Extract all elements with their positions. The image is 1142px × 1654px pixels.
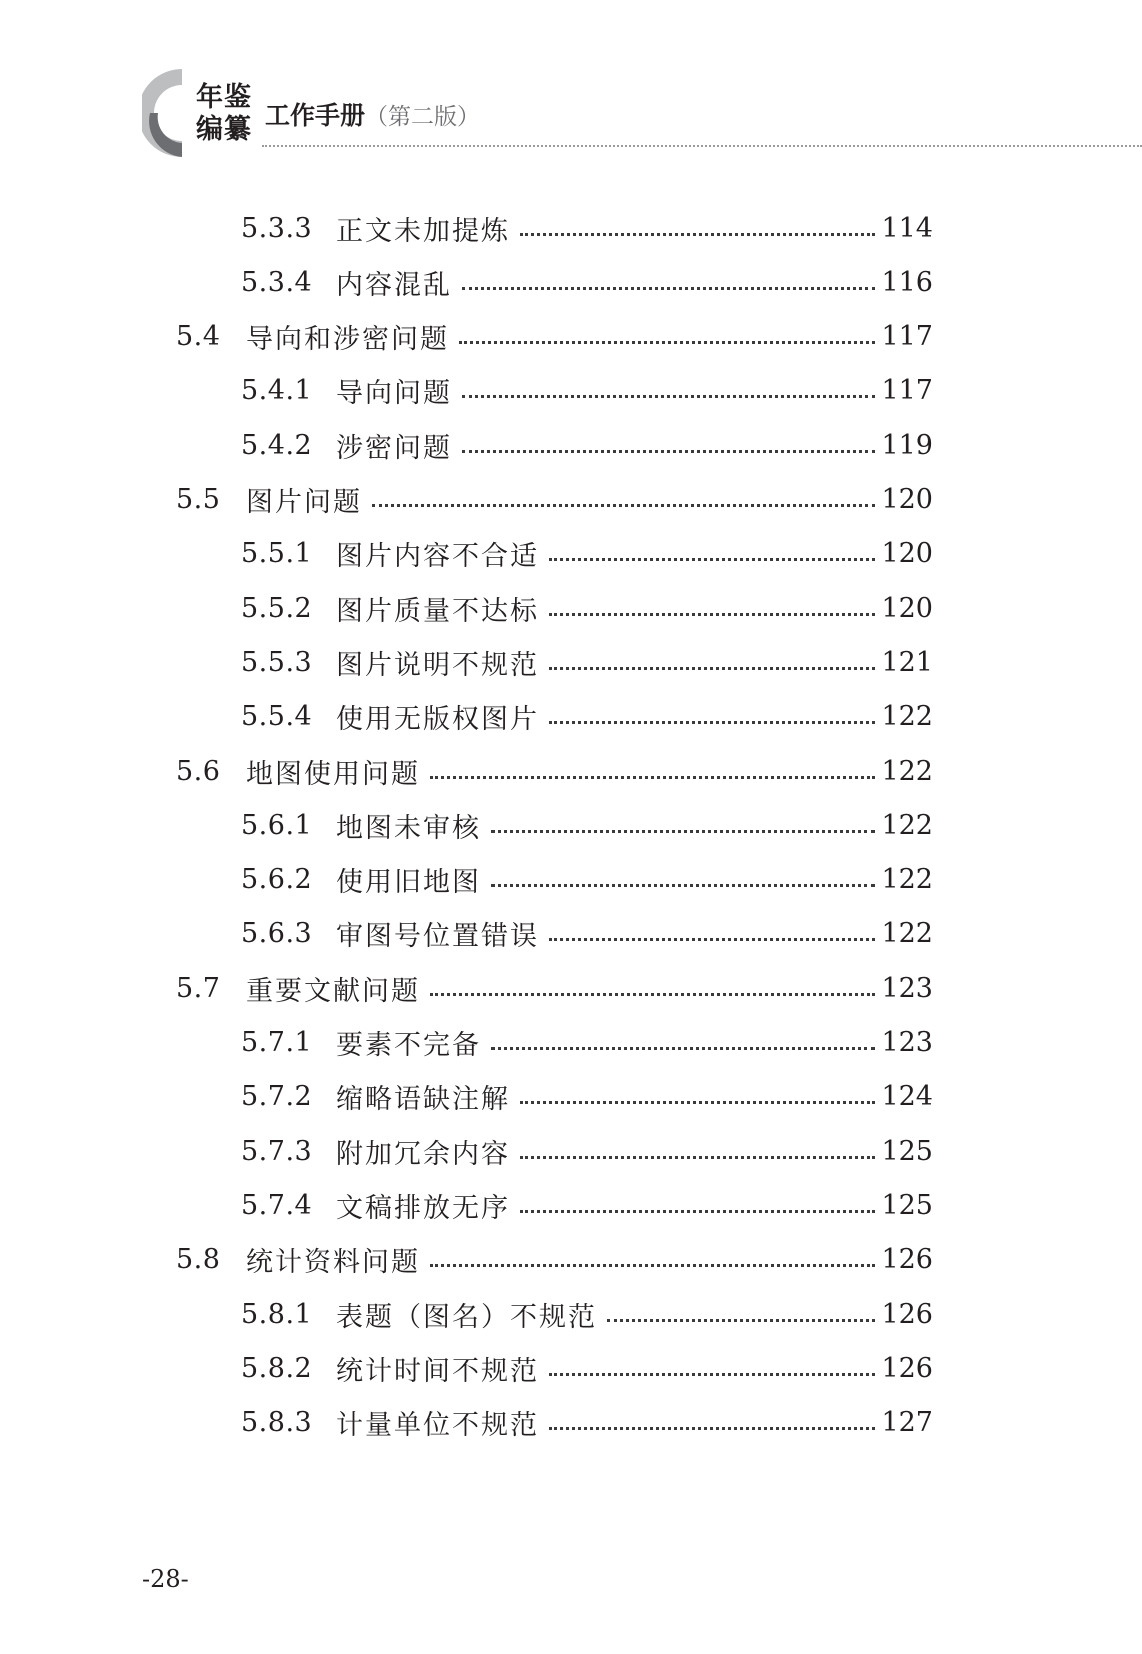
toc-entry-number: 5.7.3 — [241, 1135, 313, 1167]
toc-entry-page: 121 — [881, 646, 933, 678]
toc-entry-number: 5.6 — [176, 755, 221, 787]
toc-entry-title: 涉密问题 — [336, 432, 452, 464]
toc-entry-number: 5.4.2 — [241, 429, 313, 461]
toc-dot-leader — [520, 233, 875, 236]
toc-entry-title: 附加冗余内容 — [336, 1138, 510, 1170]
book-title-main: 工作手册 — [265, 101, 366, 130]
toc-entry-page: 120 — [881, 592, 933, 624]
book-edition: （第二版） — [365, 104, 481, 130]
toc-dot-leader — [549, 1373, 875, 1376]
toc-entry-number: 5.5.1 — [241, 538, 313, 570]
toc-entry[interactable] — [241, 1294, 933, 1334]
toc-entry-page: 126 — [881, 1298, 933, 1330]
logo-wordmark — [196, 82, 252, 146]
toc-dot-leader — [549, 613, 875, 616]
toc-entry-number: 5.6.2 — [241, 864, 313, 896]
toc-entry[interactable] — [241, 588, 933, 628]
toc-dot-leader — [430, 993, 875, 996]
toc-entry[interactable] — [241, 860, 933, 900]
toc-entry-page: 125 — [881, 1135, 933, 1167]
toc-entry-title: 图片内容不合适 — [336, 541, 539, 573]
toc-entry[interactable] — [241, 805, 933, 845]
toc-entry-number: 5.8.2 — [241, 1352, 313, 1384]
toc-entry-page: 123 — [881, 972, 933, 1004]
toc-entry-title: 使用旧地图 — [336, 867, 481, 899]
toc-entry-number: 5.7.4 — [241, 1189, 313, 1221]
logo-line-2: 编纂 — [196, 114, 252, 145]
toc-entry-title: 重要文献问题 — [246, 975, 420, 1007]
toc-entry[interactable] — [176, 751, 933, 791]
toc-dot-leader — [430, 776, 875, 779]
toc-entry[interactable] — [241, 208, 933, 248]
toc-entry-title: 地图使用问题 — [246, 758, 420, 790]
toc-dot-leader — [372, 504, 875, 507]
toc-entry[interactable] — [241, 262, 933, 302]
toc-entry[interactable] — [241, 1185, 933, 1225]
toc-dot-leader — [549, 1427, 875, 1430]
toc-entry-number: 5.3.4 — [241, 266, 313, 298]
toc-entry[interactable] — [176, 1240, 933, 1280]
toc-entry-number: 5.7.2 — [241, 1081, 313, 1113]
toc-entry-title: 计量单位不规范 — [336, 1410, 539, 1442]
toc-entry-title: 审图号位置错误 — [336, 921, 539, 953]
toc-entry-page: 117 — [881, 375, 933, 407]
toc-entry-number: 5.8.1 — [241, 1298, 313, 1330]
toc-entry-title: 图片问题 — [246, 487, 362, 518]
toc-entry[interactable] — [241, 914, 933, 954]
toc-dot-leader — [462, 450, 875, 453]
toc-entry-title: 要素不完备 — [336, 1030, 481, 1061]
running-header — [0, 0, 1142, 170]
toc-entry-title: 图片质量不达标 — [336, 595, 539, 627]
toc-entry[interactable] — [176, 480, 933, 520]
toc-dot-leader — [491, 884, 875, 887]
toc-entry[interactable] — [241, 1403, 933, 1443]
toc-entry-page: 122 — [881, 864, 933, 896]
toc-entry-title: 内容混乱 — [336, 269, 452, 301]
toc-dot-leader — [607, 1319, 875, 1322]
toc-entry-page: 119 — [881, 429, 933, 461]
toc-dot-leader — [520, 1210, 875, 1213]
toc-entry-number: 5.7 — [176, 972, 221, 1004]
toc-entry-page: 125 — [881, 1189, 933, 1221]
toc-entry-title: 图片说明不规范 — [336, 649, 539, 681]
toc-entry-title: 文稿排放无序 — [336, 1192, 510, 1224]
toc-entry-page: 117 — [881, 321, 933, 353]
toc-entry-number: 5.5.2 — [241, 592, 313, 624]
toc-entry-title: 导向和涉密问题 — [246, 324, 449, 356]
toc-dot-leader — [491, 1047, 875, 1050]
toc-entry[interactable] — [241, 1348, 933, 1388]
logo-line-1: 年鉴 — [196, 82, 252, 113]
toc-entry-page: 126 — [881, 1244, 933, 1276]
toc-entry-page: 127 — [881, 1407, 933, 1439]
toc-entry-number: 5.8.3 — [241, 1407, 313, 1439]
toc-entry-title: 统计时间不规范 — [336, 1355, 539, 1387]
toc-entry-page: 122 — [881, 809, 933, 841]
toc-entry-number: 5.4 — [176, 321, 221, 353]
toc-entry-number: 5.7.1 — [241, 1027, 313, 1058]
toc-entry-page: 120 — [881, 538, 933, 570]
toc-entry-page: 126 — [881, 1352, 933, 1384]
toc-dot-leader — [491, 830, 875, 833]
toc-entry-page: 124 — [881, 1081, 933, 1113]
toc-entry-number: 5.5.4 — [241, 701, 313, 733]
toc-entry-page: 122 — [881, 701, 933, 733]
toc-entry-page: 123 — [881, 1027, 933, 1058]
toc-dot-leader — [520, 1101, 875, 1104]
toc-entry-number: 5.5 — [176, 484, 221, 515]
toc-dot-leader — [520, 1156, 875, 1159]
toc-entry-number: 5.4.1 — [241, 375, 313, 407]
toc-dot-leader — [459, 341, 875, 344]
toc-entry[interactable] — [241, 534, 933, 574]
toc-entry[interactable] — [241, 1131, 933, 1171]
page-number: -28- — [142, 1565, 189, 1593]
toc-entry-title: 使用无版权图片 — [336, 704, 539, 736]
arc-logo-icon — [142, 67, 192, 159]
toc-entry[interactable] — [176, 317, 933, 357]
toc-entry-page: 116 — [881, 266, 933, 298]
toc-entry-title: 统计资料问题 — [246, 1247, 420, 1279]
toc-entry-page: 122 — [881, 755, 933, 787]
toc-dot-leader — [549, 667, 875, 670]
toc-entry-number: 5.3.3 — [241, 212, 313, 244]
toc-entry-number: 5.8 — [176, 1244, 221, 1276]
toc-entry[interactable] — [241, 371, 933, 411]
toc-entry-title: 地图未审核 — [336, 812, 481, 844]
toc-dot-leader — [549, 938, 875, 941]
toc-entry-title: 表题（图名）不规范 — [336, 1301, 597, 1333]
book-title — [265, 96, 480, 132]
toc-entry[interactable] — [241, 1077, 933, 1117]
toc-entry[interactable] — [241, 697, 933, 737]
toc-entry-number: 5.6.3 — [241, 918, 313, 950]
toc-entry-number: 5.6.1 — [241, 809, 313, 841]
toc-entry[interactable] — [176, 968, 933, 1008]
toc-entry-title: 导向问题 — [336, 378, 452, 410]
toc-entry-title: 正文未加提炼 — [336, 215, 510, 247]
toc-dot-leader — [462, 395, 875, 398]
toc-dot-leader — [430, 1264, 875, 1267]
toc-entry[interactable] — [241, 425, 933, 465]
toc-entry[interactable] — [241, 642, 933, 682]
header-dotted-rule — [262, 145, 1142, 147]
toc-entry-title: 缩略语缺注解 — [336, 1084, 510, 1116]
toc-dot-leader — [549, 721, 875, 724]
toc-entry-number: 5.5.3 — [241, 646, 313, 678]
toc-entry-page: 114 — [881, 212, 933, 244]
toc-entry-page: 122 — [881, 918, 933, 950]
toc-dot-leader — [462, 287, 875, 290]
toc-dot-leader — [549, 558, 875, 561]
toc-entry-page: 120 — [881, 484, 933, 515]
toc-entry[interactable] — [241, 1023, 933, 1063]
